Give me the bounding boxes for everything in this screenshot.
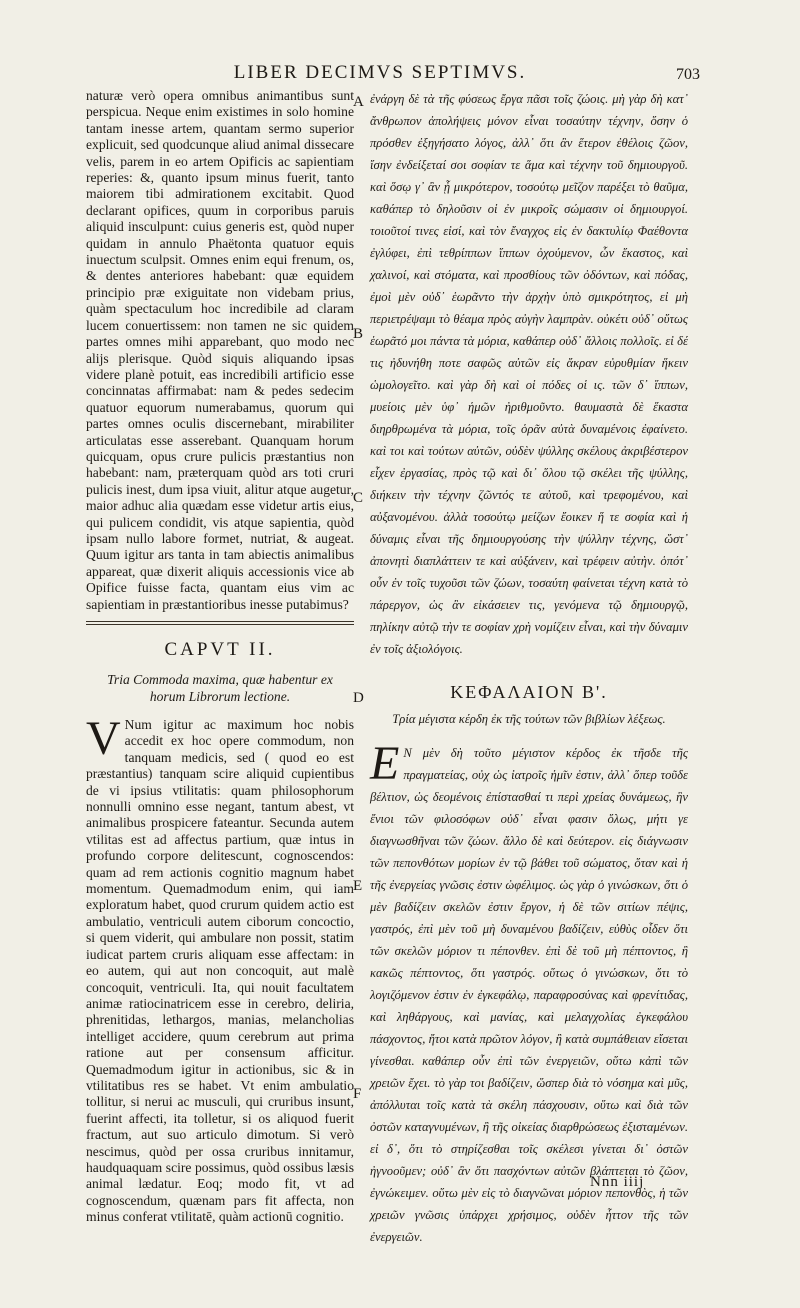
latin-chapter-heading: CAPVT II.	[164, 639, 276, 660]
latin-column	[86, 88, 354, 1226]
greek-chapter-subtitle: Τρία μέγιστα κέρδη ἐκ τῆς τούτων τῶν βιβλίων λέξεως.	[392, 712, 666, 726]
page-number: 703	[676, 66, 700, 83]
greek-paragraph-1: ἐνάργη δὲ τὰ τῆς φύσεως ἔργα πᾶσι τοῖς ζώοις. μὴ γὰρ δὴ κατ᾽ ἄνθρωπον ἀπολήψεις μόνον εἶναι τοσαύτην τέχνην, ὅσην ὁ πρόσθεν ἐξηγήσατο λόγος, ἀλλ᾽ ὅτι ἂν ἕτερον ἐθέλοις ζῶον, ἴσην ἐνδείξεταί σοι σοφίαν τε ἅμα καὶ τέχνην τοῦ δημιουργοῦ. καὶ ὅσῳ γ᾽ ἂν ᾖ μικρότερον, τοσούτῳ μεῖζον παρέξει τὸ θαῦμα, καθάπερ τὸ δηλοῦσιν οἱ ἐν μικροῖς σώμασιν οἱ δημιουργοί. τοιοῦτοί τινες εἰσί, καὶ τὸν ἔναγχος εἰς ἐν δακτυλίῳ Φαέθοντα ἐγλύφει, ἐπὶ τεθρίππων ἵππων ὀχούμενον, ὧν ἕκαστος, καὶ χαλινοί, καὶ στόματα, καὶ προσθίους τῶν ὀδόντων, καὶ πόδας, ἐμοὶ μὲν οὐδ᾽ ἑωρᾶντο τὴν ἀρχὴν ὑπὸ σμικρότητος, εἰ μὴ περιετρέψαμι τὸ θέαμα πρὸς αὐγὴν λαμπρὰν. οὐκέτι οὐδ᾽ οὕτως ἑωρᾶτό μοι πάντα τὰ μόρια, καθάπερ οὐδ᾽ ἄλλοις πολλοῖς. εἰ δέ τις ἠδυνήθη ποτε σαφῶς αὐτῶν εἰς ἄκραν εὐρυθμίαν ἥκειν ὡμολογεῖτο. καὶ γὰρ δὴ καὶ οἱ πόδες οἱ ις. τῶν δ᾽ ἵππων, μυείοις μὲν ὑφ᾽ ἡμῶν ἠριθμοῦντο. θαυμαστὰ δὲ ἕκαστα διηρθρωμένα τὰ μόρια, τοῖς ὁρᾶν αὐτὰ δυναμένοις ἐφαίνετο. καὶ τοι καὶ τούτων αὐτῶν, οὐδὲν ψύλλης σκέλους ἀκριβέστερον εἶχεν ἐργασίας, πρὸς τῷ καὶ δι᾽ ὅλου τῷ σκέλει τῆς ψύλλης, διήκειν τὴν τέχνην ζῶντός τε αὐτοῦ, καὶ τρεφομένου, καὶ αὐξανομένου. ἀλλὰ τοσούτῳ μείζων ἔοικεν ἥ τε σοφία καὶ ἡ δύναμις εἶναι τῆς δημιουργούσης τὴν ψύλλην τέχνης, ὥστ᾽ ἀπονητὶ διαπλάττειν τε καὶ αὐξάνειν, καὶ τρέφειν αὐτὴν. ὁπότ᾽ οὖν ἐν τοῖς τυχοῦσι τῶν ζώων, τοσαύτη φαίνεται τέχνη κατὰ τὸ πάρεργον, ὡς ἂν εἰκάσειεν τις, γενόμενα τῷ δημιουργῷ, πηλίκην αὐτῷ τὴν τε σοφίαν χρὴ νομίζειν εἶναι, καὶ τὴν δύναμιν ἐν τοῖς ἀξιολόγοις.	[370, 92, 688, 656]
greek-chapter-heading: ΚΕΦΑΛΑΙΟΝ Β'.	[450, 682, 608, 702]
margin-letter-a: A	[353, 94, 364, 110]
margin-letter-b: B	[353, 326, 364, 342]
greek-column	[370, 88, 688, 1248]
latin-paragraph-2-text: Num igitur ac maximum hoc nobis accedit ex hoc opere commodum, non tanquam medicis, sed ( quod eo est præstantius) tanquam scire aliquid cupientibus de vi ipsius vtilitatis: quam philosophorum nonnulli omnino esse negant, tantum abest, vt animalibus prospicere fateantur. Secunda autem vtilitas est ad affectus partium, quæ intus in profundo corpore delitescunt, cognoscendos: quam ad rem actionis cognitio magnum habet momentum. Quemadmodum enim, qui iam exploratum habet, quod crurum quidem actio est ambulatio, ventriculi autem ciborum concoctio, si quem viderit, qui ambulare non possit, statim iudicat partem cruris aliquam esse affectam: in eo autem, qui aut non concoquit, aut malè concoquit, ventriculi. Ita, qui nouit facultatem animæ ratiocinatricem esse in cerebro, deliria, phrenitidas, lethargos, manias, melancholias intelliget accidere, quum cerebrum aut prima ratione aut per consensum afficitur. Quemadmodum igitur in actionibus, sic & in vtilitatibus res se habet. Vt enim ambulatio tollitur, si nerui ac musculi, qui cruribus insunt, fuerint affecti, ita tolletur, si os aliquod fuerit fractum, aut suo articulo dimotum. Si verò nescimus, quòd per ossa cruribus innitamur, haudquaquam scire possimus, quòd ossibus læsis animal lædatur. Eoq; modo fit, vt ad cognoscendum, quænam pars fit affecta, non minus conferat vtilitatē, quàm actionū cognitio.	[86, 717, 354, 1225]
margin-letter-e: E	[353, 878, 363, 894]
greek-paragraph-2	[370, 737, 688, 1248]
greek-drop-cap: Ε	[370, 737, 400, 790]
latin-paragraph-1: naturæ verò opera omnibus animantibus sunt perspicua. Neque enim existimes in solo homine tantam inesse artem, quantam sermo superior explicuit, sed quodcunque aliud animal dissecare velis, parem in eo artem Opificis ac sapientiam reperies: &, quanto ipsum minus fuerit, tanto maiorem tibi admirationem excitabit. Quod declarant opifices, quum in corporibus paruis aliquid insculpunt: cuius generis est, quòd nuper quidam in annulo Phaëtonta quatuor equis inuectum sculpsit. Omnes enim equi frenum, os, & dentes anteriores habebant: quæ equidem principio præ exiguitate non videbam prius, quàm spectaculum hoc incredibile ad claram lucem conuertissem: non tamen ne sic quidem partes omnes mihi apparebant, quo modo nec alijs plerisque. Quòd siquis aliquando ipsas videre planè potuit, eas incredibili artificio esse concinnatas affirmabat: nam & pedes sedecim quatuor equorum numerabamus, quorum qui partes omnes oculis discernebant, mirabiliter articulatas esse asserebant. Quanquam horum quicquam, opus crure pulicis præstantius non habebant: nam, præterquam quòd ars toti cruri pulicis inest, dum ipsa viuit, alitur atque augetur, maior adhuc alia quædam esse videtur artis eius, qui pulicem condidit, vis atque sapientia, quòd ipsam nullo labore formet, nutriat, & augeat. Quum igitur ars tanta in tam abiectis animalibus appareat, quæ dixerit aliquis accessionis vice ab Opifice fuisse facta, quantam eius vim ac sapientiam in præstantioribus inesse putabimus?	[86, 88, 354, 612]
latin-drop-cap: V	[86, 712, 121, 765]
catchword-signature: Nnn iiij	[590, 1174, 645, 1190]
latin-chapter-subtitle: Tria Commoda maxima, quæ habentur ex horum Librorum lectione.	[107, 672, 333, 704]
margin-letter-c: C	[353, 490, 364, 506]
latin-section-rule	[86, 621, 354, 622]
greek-paragraph-2-text: Ν μὲν δὴ τοῦτο μέγιστον κέρδος ἐκ τῆσδε τῆς πραγματείας, οὐχ ὡς ἰατροῖς ἡμῖν ἐστιν, ἀλλ᾽ ὅπερ τοῦδε βέλτιον, ὡς δεομένοις ἐπίστασθαί τι περὶ χρείας δυνάμεως, ἣν ἔνιοι τῶν φιλοσόφων οὐδ᾽ εἶναι φασιν ὅλως, μήτι γε διαγνωσθῆναι τῶν ζώων. ἄλλο δὲ καὶ δεύτερον. εἰς διάγνωσιν τῶν πεπονθότων μορίων ἐν τῷ βάθει τοῦ σώματος, ὅταν καὶ ἡ τῆς ἐνεργείας γνῶσις ἐστιν ὠφέλιμος. ὡς γὰρ ὁ γινώσκων, ὅτι ὁ μὲν βαδίζειν σκελῶν ἐστιν ἔργον, ἡ δὲ τῶν σιτίων πέψις, γαστρός, ἐπὶ μὲν τοῦ μὴ δυναμένου βαδίζειν, εὐθὺς οἶδεν ὅτι τῶν σκελῶν μόριον τι πέπονθεν. ἐπὶ δὲ τοῦ μὴ πέπτοντος, ἢ κακῶς πέπτοντος, ὅτι γαστρός. οὕτως ὁ γινώσκων, ὅτι τὸ λογιζόμενον ἐστιν ἐν ἐγκεφάλῳ, παραφροσύνας καὶ φρενίτιδας, καὶ ληθάργους, καὶ μανίας, καὶ μελαγχολίας ἐγκεφάλου πάσχοντος, ἤτοι κατὰ πρῶτον λόγον, ἢ κατὰ συμπάθειαν εἴσεται γίνεσθαι. καθάπερ οὖν ἐπὶ τῶν ἐνεργειῶν, οὕτω κἀπὶ τῶν χρειῶν ἔχει. τὸ γὰρ τοι βαδίζειν, ὥσπερ διὰ τὸ νόσημα καὶ μῦς, ἀπόλλυται τοῖς κατὰ τὰ σκέλη πάσχουσιν, οὕτω καὶ διὰ τῶν ὀστῶν καταγνυμένων, ἢ τῆς οἰκείας διαρθρώσεως ἐξισταμένων. εἰ δ᾽, ὅτι τὸ στηρίζεσθαι τοῖς σκέλεσι γίνεται δι᾽ ὀστῶν ἠγνοοῦμεν; οὐδ᾽ ἂν ὅτι πασχόντων αὐτῶν βλάπτεται τὸ ζῶον, ἐγνώκειμεν. οὕτω μὲν εἰς τὸ διαγνῶναι μόριον πεπονθὸς, ἡ τῶν χρειῶν γνῶσις ὑπάρχει χρήσιμος, οὐδὲν ἧττον τῆς τῶν ἐνεργειῶν.	[370, 746, 688, 1244]
running-title: LIBER DECIMVS SEPTIMVS.	[233, 62, 527, 83]
margin-letter-d: D	[353, 690, 364, 706]
margin-letter-f: F	[353, 1086, 362, 1102]
latin-paragraph-2	[86, 712, 354, 1226]
latin-section-rule-secondary	[86, 624, 354, 625]
